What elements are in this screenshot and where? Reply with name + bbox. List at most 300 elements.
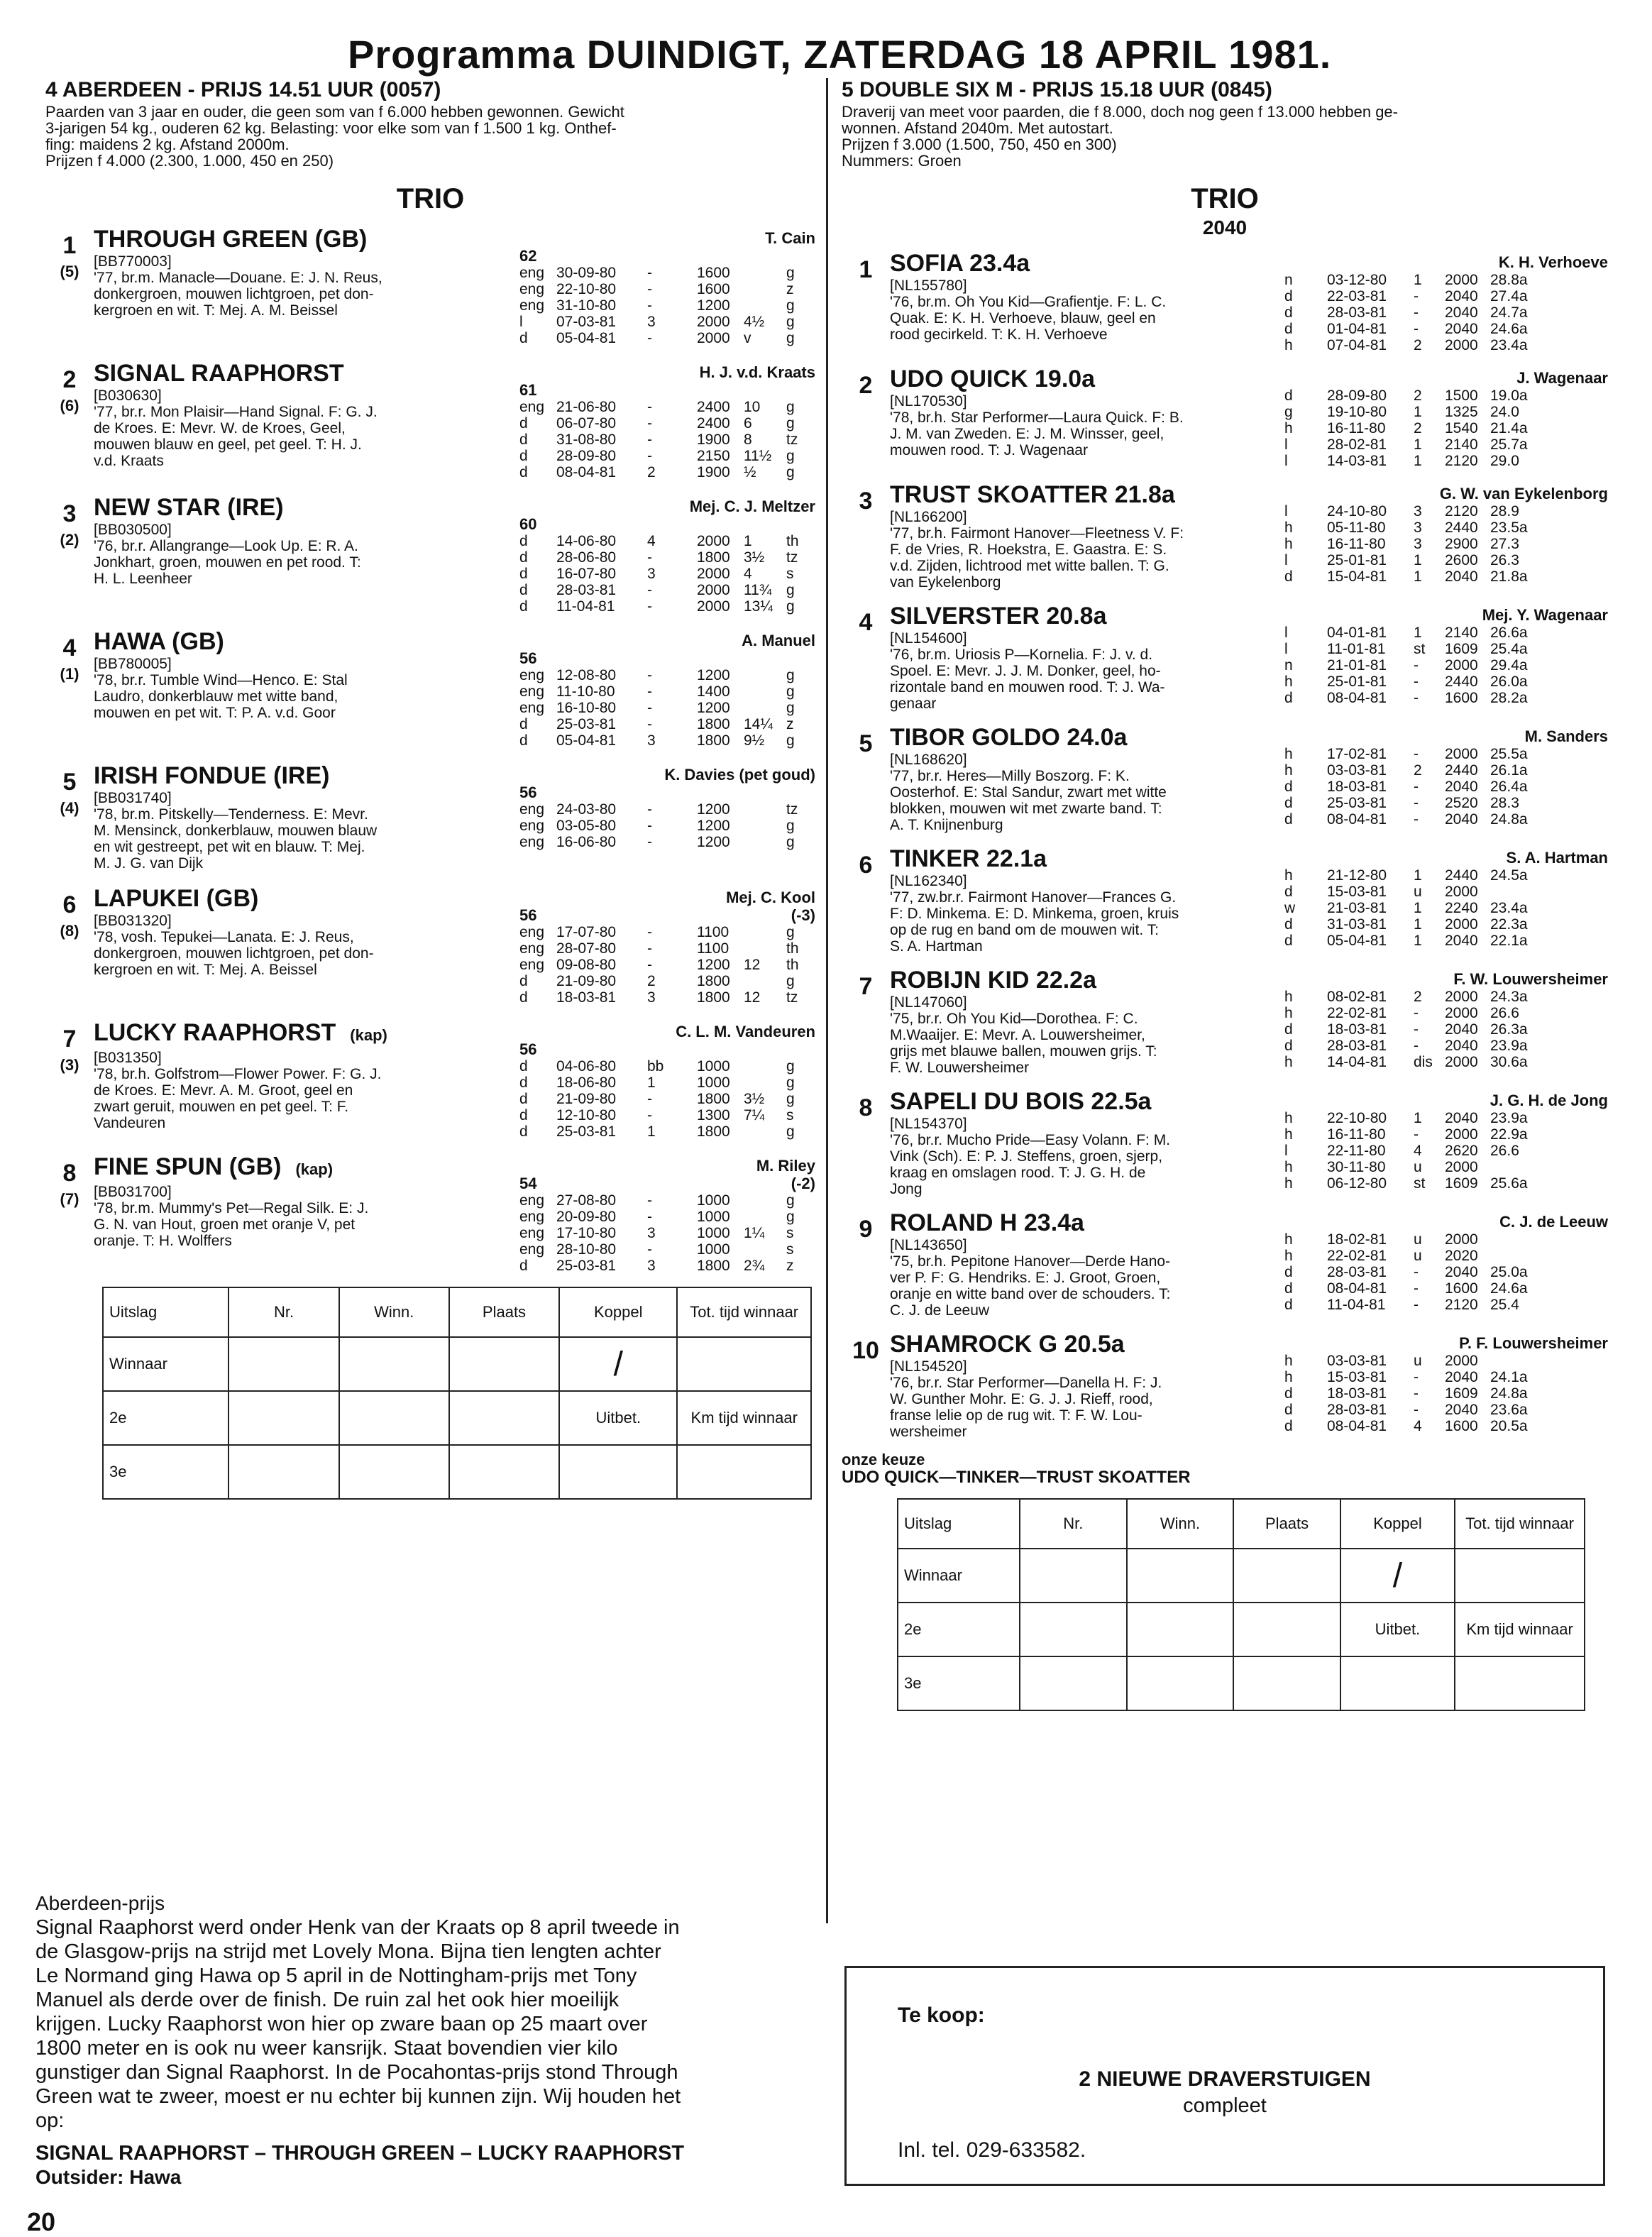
form-cell: g xyxy=(786,1209,795,1225)
horse-description-line: '76, br.m. Uriosis P—Kornelia. F: J. v. d. xyxy=(890,647,1153,663)
form-cell: 26.0a xyxy=(1490,674,1528,690)
form-cell: g xyxy=(786,330,795,346)
form-cell: l xyxy=(1284,641,1288,657)
trainer-name: M. Riley xyxy=(756,1157,815,1175)
form-cell: 2520 xyxy=(1445,795,1478,811)
horse-description-line: M. J. G. van Dijk xyxy=(94,855,204,872)
trainer-name: H. J. v.d. Kraats xyxy=(699,363,815,381)
horse-registration: [NL166200] xyxy=(890,509,967,525)
form-cell: g xyxy=(786,464,795,480)
form-cell: ½ xyxy=(744,464,756,480)
race-info-line: wonnen. Afstand 2040m. Met autostart. xyxy=(842,119,1113,137)
form-result xyxy=(519,1107,815,1123)
horse-registration: [NL154370] xyxy=(890,1116,967,1132)
form-cell: d xyxy=(519,1058,528,1074)
horse-entry xyxy=(842,1209,1608,1319)
form-cell: 2040 xyxy=(1445,1264,1478,1280)
trainer-name: J. Wagenaar xyxy=(1516,369,1608,387)
form-cell: 1 xyxy=(647,1074,656,1091)
result-header-cell: Tot. tijd winnaar xyxy=(1455,1499,1585,1549)
form-cell: d xyxy=(519,732,528,749)
horse-description-line: Quak. E: K. H. Verhoeve, blauw, geel en xyxy=(890,310,1156,326)
horse-number xyxy=(45,225,94,346)
horse-entry xyxy=(45,359,815,480)
form-cell: g xyxy=(786,834,795,850)
form-cell: tz xyxy=(786,432,798,448)
horse-form xyxy=(1284,480,1608,590)
horse-form xyxy=(1284,365,1608,469)
race-info-line: Paarden van 3 jaar en ouder, die geen som van f 6.000 hebben gewonnen. Gewicht xyxy=(45,103,624,121)
form-cell: 05-04-81 xyxy=(556,330,617,346)
form-cell: 21-01-81 xyxy=(1327,657,1387,674)
form-cell: - xyxy=(647,940,652,957)
blinkers-note: (kap) xyxy=(295,1160,334,1178)
form-cell: h xyxy=(1284,420,1293,436)
form-cell: 21.8a xyxy=(1490,568,1528,585)
form-cell: 21.4a xyxy=(1490,420,1528,436)
form-cell: 25-03-81 xyxy=(556,1258,617,1274)
horse-description-line: mouwen blauw en geel, pet geel. T: H. J. xyxy=(94,436,362,453)
horse-number-value: 7 xyxy=(62,1026,77,1052)
horse-number-value: 1 xyxy=(859,256,873,283)
form-result xyxy=(519,700,815,716)
horse-description-line: '77, zw.br.r. Fairmont Hanover—Frances G. xyxy=(890,889,1177,906)
form-cell: d xyxy=(1284,916,1293,933)
form-cell: 08-04-81 xyxy=(1327,1280,1387,1297)
horse-description-line: '77, br.m. Manacle—Douane. E: J. N. Reus, xyxy=(94,270,382,286)
trainer-name: Mej. C. J. Meltzer xyxy=(689,498,815,515)
form-cell: 25.4a xyxy=(1490,641,1528,657)
form-cell: eng xyxy=(519,700,545,716)
weight-line xyxy=(519,248,815,265)
trainer-name: F. W. Louwersheimer xyxy=(1453,970,1608,988)
trainer-name: A. Manuel xyxy=(742,632,815,649)
form-cell: 28-09-80 xyxy=(1327,388,1387,404)
form-cell: u xyxy=(1414,1159,1422,1175)
form-result xyxy=(519,1225,815,1241)
form-cell: 1800 xyxy=(697,1091,730,1107)
form-cell: - xyxy=(1414,657,1419,674)
form-cell xyxy=(744,683,786,700)
form-cell: 09-08-80 xyxy=(556,957,617,973)
horse-description-line: oranje en witte band over de schouders. T: xyxy=(890,1286,1171,1302)
horse-description-line: mouwen en pet wit. T: P. A. v.d. Goor xyxy=(94,705,336,721)
form-cell: 1200 xyxy=(697,834,730,850)
horse-entry xyxy=(45,493,815,615)
horse-entry xyxy=(842,723,1608,833)
form-result xyxy=(1284,503,1608,520)
form-result xyxy=(519,940,815,957)
horse-form xyxy=(517,225,815,346)
form-cell: 4 xyxy=(744,566,752,582)
result-header-cell: Tot. tijd winnaar xyxy=(677,1287,811,1337)
form-result xyxy=(1284,1353,1608,1369)
form-result xyxy=(1284,1005,1608,1021)
form-cell: - xyxy=(647,957,652,973)
horse-entry xyxy=(45,884,815,1006)
form-cell: z xyxy=(786,1258,794,1274)
form-cell: 2000 xyxy=(1445,1159,1478,1175)
horse-description-line: de Kroes. E: Mevr. A. M. Groot, geel en xyxy=(94,1082,353,1099)
form-result xyxy=(519,989,815,1006)
form-cell: h xyxy=(1284,1369,1293,1385)
form-cell: 30-11-80 xyxy=(1327,1159,1386,1175)
form-cell: 9½ xyxy=(744,732,765,749)
form-result xyxy=(519,582,815,598)
form-cell: l xyxy=(519,314,523,330)
form-cell xyxy=(1490,1159,1561,1175)
form-cell: 14-03-81 xyxy=(1327,453,1387,469)
form-cell: 1400 xyxy=(697,683,730,700)
form-cell: d xyxy=(519,549,528,566)
form-cell: 24.6a xyxy=(1490,321,1528,337)
form-cell: 2000 xyxy=(1445,1005,1478,1021)
form-cell: 3 xyxy=(1414,536,1422,552)
form-cell: 2440 xyxy=(1445,762,1478,779)
form-cell: tz xyxy=(786,989,798,1006)
form-cell: h xyxy=(1284,1248,1293,1264)
horse-number-value: 4 xyxy=(62,634,77,661)
form-cell xyxy=(744,1209,786,1225)
form-cell: 8 xyxy=(744,432,752,448)
result-header-cell: Koppel xyxy=(1340,1499,1455,1549)
weight: 61 xyxy=(519,381,537,399)
form-cell: 11½ xyxy=(744,448,772,464)
form-cell: 2440 xyxy=(1445,867,1478,884)
form-cell: l xyxy=(1284,436,1288,453)
horse-number xyxy=(45,884,94,1006)
form-cell: 24.8a xyxy=(1490,1385,1528,1402)
form-cell: 08-04-81 xyxy=(1327,690,1387,706)
form-cell: 2040 xyxy=(1445,304,1478,321)
horse-entry xyxy=(842,1330,1608,1440)
form-cell: d xyxy=(519,1123,528,1140)
form-result xyxy=(1284,933,1608,949)
form-cell xyxy=(744,297,786,314)
form-cell: 28.9 xyxy=(1490,503,1519,520)
horse-registration: [NL147060] xyxy=(890,994,967,1011)
horse-registration: [NL154520] xyxy=(890,1358,967,1375)
trainer-name: G. W. van Eykelenborg xyxy=(1439,485,1608,502)
form-cell: 1800 xyxy=(697,716,730,732)
form-cell: 18-03-81 xyxy=(1327,779,1387,795)
form-cell: g xyxy=(1284,404,1293,420)
horse-number xyxy=(842,1330,890,1440)
form-cell: - xyxy=(647,297,652,314)
form-cell xyxy=(744,1192,786,1209)
form-cell: g xyxy=(786,415,795,432)
form-cell: 2040 xyxy=(1445,933,1478,949)
trainer-name: P. F. Louwersheimer xyxy=(1459,1334,1608,1352)
form-cell: g xyxy=(786,818,795,834)
form-cell xyxy=(744,1074,786,1091)
form-cell: 1200 xyxy=(697,957,730,973)
form-cell: h xyxy=(1284,989,1293,1005)
form-cell: s xyxy=(786,1107,794,1123)
form-cell: 4 xyxy=(1414,1143,1422,1159)
form-cell: 26.3a xyxy=(1490,1021,1528,1038)
form-cell: 2000 xyxy=(1445,916,1478,933)
form-cell: 21-12-80 xyxy=(1327,867,1387,884)
form-cell: 28.8a xyxy=(1490,272,1528,288)
form-cell: - xyxy=(647,1107,652,1123)
form-result xyxy=(1284,1231,1608,1248)
form-cell: 2000 xyxy=(1445,746,1478,762)
horse-name: LUCKY RAAPHORST xyxy=(94,1019,336,1046)
horse-description-line: A. T. Knijnenburg xyxy=(890,817,1003,833)
form-cell: 24.1a xyxy=(1490,1369,1528,1385)
form-cell: - xyxy=(1414,1005,1419,1021)
result-cell xyxy=(339,1391,449,1445)
form-result xyxy=(519,399,815,415)
form-cell: 03-03-81 xyxy=(1327,1353,1387,1369)
form-cell: d xyxy=(1284,1385,1293,1402)
race-title: 5 DOUBLE SIX M - PRIJS 15.18 UUR (0845) xyxy=(842,78,1272,101)
form-cell: d xyxy=(1284,795,1293,811)
form-cell: - xyxy=(647,716,652,732)
form-cell: u xyxy=(1414,1231,1422,1248)
trio-heading: TRIO xyxy=(396,183,465,214)
form-cell: u xyxy=(1414,884,1422,900)
form-cell: - xyxy=(647,700,652,716)
form-result xyxy=(519,924,815,940)
horse-description-line: '76, br.r. Star Performer—Danella H. F: J. xyxy=(890,1375,1162,1391)
form-cell: 20-09-80 xyxy=(556,1209,617,1225)
form-cell: 24.7a xyxy=(1490,304,1528,321)
form-result xyxy=(1284,779,1608,795)
form-cell: - xyxy=(1414,288,1419,304)
form-cell: 1609 xyxy=(1445,1175,1478,1192)
horse-name: HAWA (GB) xyxy=(94,628,224,655)
horse-name: TRUST SKOATTER 21.8a xyxy=(890,481,1175,508)
horse-info xyxy=(94,762,512,872)
form-result xyxy=(1284,867,1608,884)
result-header-row xyxy=(103,1287,811,1337)
form-cell: 7¼ xyxy=(744,1107,765,1123)
form-cell: 26.6 xyxy=(1490,1143,1519,1159)
ad-subline: compleet xyxy=(1183,2094,1267,2117)
form-cell: 1540 xyxy=(1445,420,1478,436)
horse-number xyxy=(842,845,890,955)
form-cell: g xyxy=(786,924,795,940)
form-result xyxy=(1284,1126,1608,1143)
form-cell: 1 xyxy=(1414,916,1422,933)
form-cell: - xyxy=(1414,690,1419,706)
horse-number xyxy=(45,493,94,615)
form-cell: d xyxy=(519,973,528,989)
weight: 56 xyxy=(519,784,537,801)
horse-name: UDO QUICK 19.0a xyxy=(890,365,1096,392)
horse-registration: [BB031700] xyxy=(94,1184,172,1200)
form-cell: g xyxy=(786,297,795,314)
form-cell: eng xyxy=(519,281,545,297)
form-cell: d xyxy=(519,566,528,582)
result-cell xyxy=(449,1391,559,1445)
form-cell: 14-04-81 xyxy=(1327,1054,1387,1070)
form-cell: 2000 xyxy=(697,598,730,615)
form-cell: 1500 xyxy=(1445,388,1478,404)
form-cell: th xyxy=(786,957,799,973)
horse-description-line: blokken, mouwen wit met zwarte band. T: xyxy=(890,801,1162,817)
form-cell: 18-06-80 xyxy=(556,1074,617,1091)
form-cell: eng xyxy=(519,1225,545,1241)
horse-description-line: Vink (Sch). E: P. J. Steffens, groen, sjerp, xyxy=(890,1148,1163,1165)
race-info xyxy=(842,104,1608,169)
form-cell: 15-03-81 xyxy=(1327,884,1387,900)
horse-description-line: '75, br.h. Pepitone Hanover—Derde Hano- xyxy=(890,1253,1171,1270)
result-row xyxy=(898,1603,1585,1656)
form-cell: 25-01-81 xyxy=(1327,674,1387,690)
horse-number xyxy=(842,1209,890,1319)
horse-description-line: F. de Vries, R. Hoekstra, E. Gaastra. E: S. xyxy=(890,542,1167,558)
form-cell: 1800 xyxy=(697,1258,730,1274)
horse-info xyxy=(890,249,1280,353)
horse-name-line xyxy=(94,493,512,522)
form-cell: d xyxy=(1284,1264,1293,1280)
form-result xyxy=(1284,1175,1608,1192)
form-result xyxy=(1284,272,1608,288)
form-cell: h xyxy=(1284,1175,1293,1192)
form-cell: 22.9a xyxy=(1490,1126,1528,1143)
form-cell: 2000 xyxy=(697,566,730,582)
form-cell: 1 xyxy=(1414,625,1422,641)
form-cell: 2620 xyxy=(1445,1143,1478,1159)
result-header-row xyxy=(898,1499,1585,1549)
horse-description-line: '78, br.m. Pitskelly—Tenderness. E: Mevr. xyxy=(94,806,368,823)
form-cell: 01-04-81 xyxy=(1327,321,1387,337)
form-cell: - xyxy=(647,549,652,566)
form-cell: h xyxy=(1284,1110,1293,1126)
form-cell: 2600 xyxy=(1445,552,1478,568)
result-cell xyxy=(339,1445,449,1499)
form-result xyxy=(1284,337,1608,353)
horse-name: ROLAND H 23.4a xyxy=(890,1209,1084,1236)
form-cell: 22.3a xyxy=(1490,916,1528,933)
form-cell xyxy=(744,973,786,989)
form-cell: 25.5a xyxy=(1490,746,1528,762)
form-cell: 2040 xyxy=(1445,1402,1478,1418)
form-cell: 13¼ xyxy=(744,598,773,615)
form-cell: 28-10-80 xyxy=(556,1241,617,1258)
form-cell: h xyxy=(1284,762,1293,779)
form-cell: - xyxy=(1414,779,1419,795)
form-cell: 2140 xyxy=(1445,436,1478,453)
form-cell: 2000 xyxy=(1445,884,1478,900)
horse-info xyxy=(890,602,1280,712)
form-cell: 14¼ xyxy=(744,716,773,732)
horse-number xyxy=(45,762,94,872)
form-cell: 1 xyxy=(647,1123,656,1140)
form-cell: 22-11-80 xyxy=(1327,1143,1386,1159)
weight-line xyxy=(519,650,815,667)
form-cell: g xyxy=(786,1123,795,1140)
form-result xyxy=(519,297,815,314)
form-cell: 05-04-81 xyxy=(1327,933,1387,949)
horse-name-line xyxy=(94,225,512,253)
form-cell: bb xyxy=(647,1058,664,1074)
form-cell: 31-08-80 xyxy=(556,432,617,448)
horse-number xyxy=(842,365,890,469)
result-cell xyxy=(339,1337,449,1391)
form-cell: n xyxy=(1284,272,1293,288)
form-cell: 1 xyxy=(1414,933,1422,949)
form-cell: - xyxy=(1414,1126,1419,1143)
km-time-label: Km tijd winnaar xyxy=(1455,1603,1585,1656)
form-cell: 1200 xyxy=(697,297,730,314)
result-cell xyxy=(1233,1656,1340,1710)
horse-description-line: de Kroes. E: Mevr. W. de Kroes, Geel, xyxy=(94,420,346,436)
horse-description-line: kergroen en wit. T: Mej. A. Beissel xyxy=(94,962,317,978)
horse-registration: [NL143650] xyxy=(890,1237,967,1253)
trainer-name: T. Cain xyxy=(765,229,815,247)
form-cell xyxy=(1490,884,1561,900)
result-row-label: 2e xyxy=(103,1391,228,1445)
trainer-name: K. Davies (pet goud) xyxy=(664,766,815,784)
form-cell: - xyxy=(647,399,652,415)
form-cell: d xyxy=(519,432,528,448)
form-cell: 1 xyxy=(1414,568,1422,585)
form-result xyxy=(1284,453,1608,469)
weight-line xyxy=(519,1175,815,1192)
form-cell: 1800 xyxy=(697,1123,730,1140)
form-result xyxy=(1284,1159,1608,1175)
form-cell: 18-02-81 xyxy=(1327,1231,1387,1248)
horse-description-line: Jonkhart, groen, mouwen en pet rood. T: xyxy=(94,554,361,571)
form-cell: 3 xyxy=(1414,503,1422,520)
form-cell: 3 xyxy=(1414,520,1422,536)
horse-form xyxy=(517,1153,815,1274)
horse-number-value: 10 xyxy=(852,1337,879,1364)
trainer-name: Mej. Y. Wagenaar xyxy=(1482,606,1608,624)
horse-name-line xyxy=(890,845,1280,873)
commentary-line: 1800 meter en is ook nu weer kansrijk. Staat bovendien vier kilo xyxy=(35,2037,618,2060)
form-cell: 29.4a xyxy=(1490,657,1528,674)
horse-number-value: 6 xyxy=(859,852,873,879)
form-cell: g xyxy=(786,265,795,281)
horse-entry xyxy=(842,845,1608,955)
form-cell: 25-03-81 xyxy=(1327,795,1387,811)
form-cell: 1 xyxy=(1414,404,1422,420)
form-cell: d xyxy=(519,448,528,464)
form-cell: 1 xyxy=(1414,436,1422,453)
form-cell: d xyxy=(519,582,528,598)
form-cell: 27.3 xyxy=(1490,536,1519,552)
trainer-name: J. G. H. de Jong xyxy=(1489,1092,1608,1109)
commentary-body xyxy=(35,1916,788,2133)
form-cell: 24.6a xyxy=(1490,1280,1528,1297)
form-cell: 26.6a xyxy=(1490,625,1528,641)
koppel-slash: / xyxy=(559,1337,677,1391)
form-result xyxy=(519,281,815,297)
result-row-label: Winnaar xyxy=(898,1549,1020,1603)
form-cell: l xyxy=(1284,1143,1288,1159)
horse-name: IRISH FONDUE (IRE) xyxy=(94,762,330,789)
commentary-line: Le Normand ging Hawa op 5 april in de Nottingham-prijs met Tony xyxy=(35,1964,637,1987)
form-cell: - xyxy=(1414,304,1419,321)
form-cell: th xyxy=(786,533,799,549)
horse-description-line: '78, br.m. Mummy's Pet—Regal Silk. E: J. xyxy=(94,1200,369,1216)
form-result xyxy=(519,1058,815,1074)
form-cell: d xyxy=(1284,933,1293,949)
weight-allowance: (-3) xyxy=(791,906,815,924)
form-cell: 2040 xyxy=(1445,1038,1478,1054)
form-cell: - xyxy=(647,598,652,615)
form-cell: 24.3a xyxy=(1490,989,1528,1005)
form-cell xyxy=(1490,1248,1561,1264)
horse-description-line: kraag en omslagen rood. T: J. G. H. de xyxy=(890,1165,1146,1181)
horse-entry xyxy=(45,1018,815,1140)
horse-description-line: franse lelie op de rug wit. T: F. W. Lou- xyxy=(890,1407,1142,1424)
